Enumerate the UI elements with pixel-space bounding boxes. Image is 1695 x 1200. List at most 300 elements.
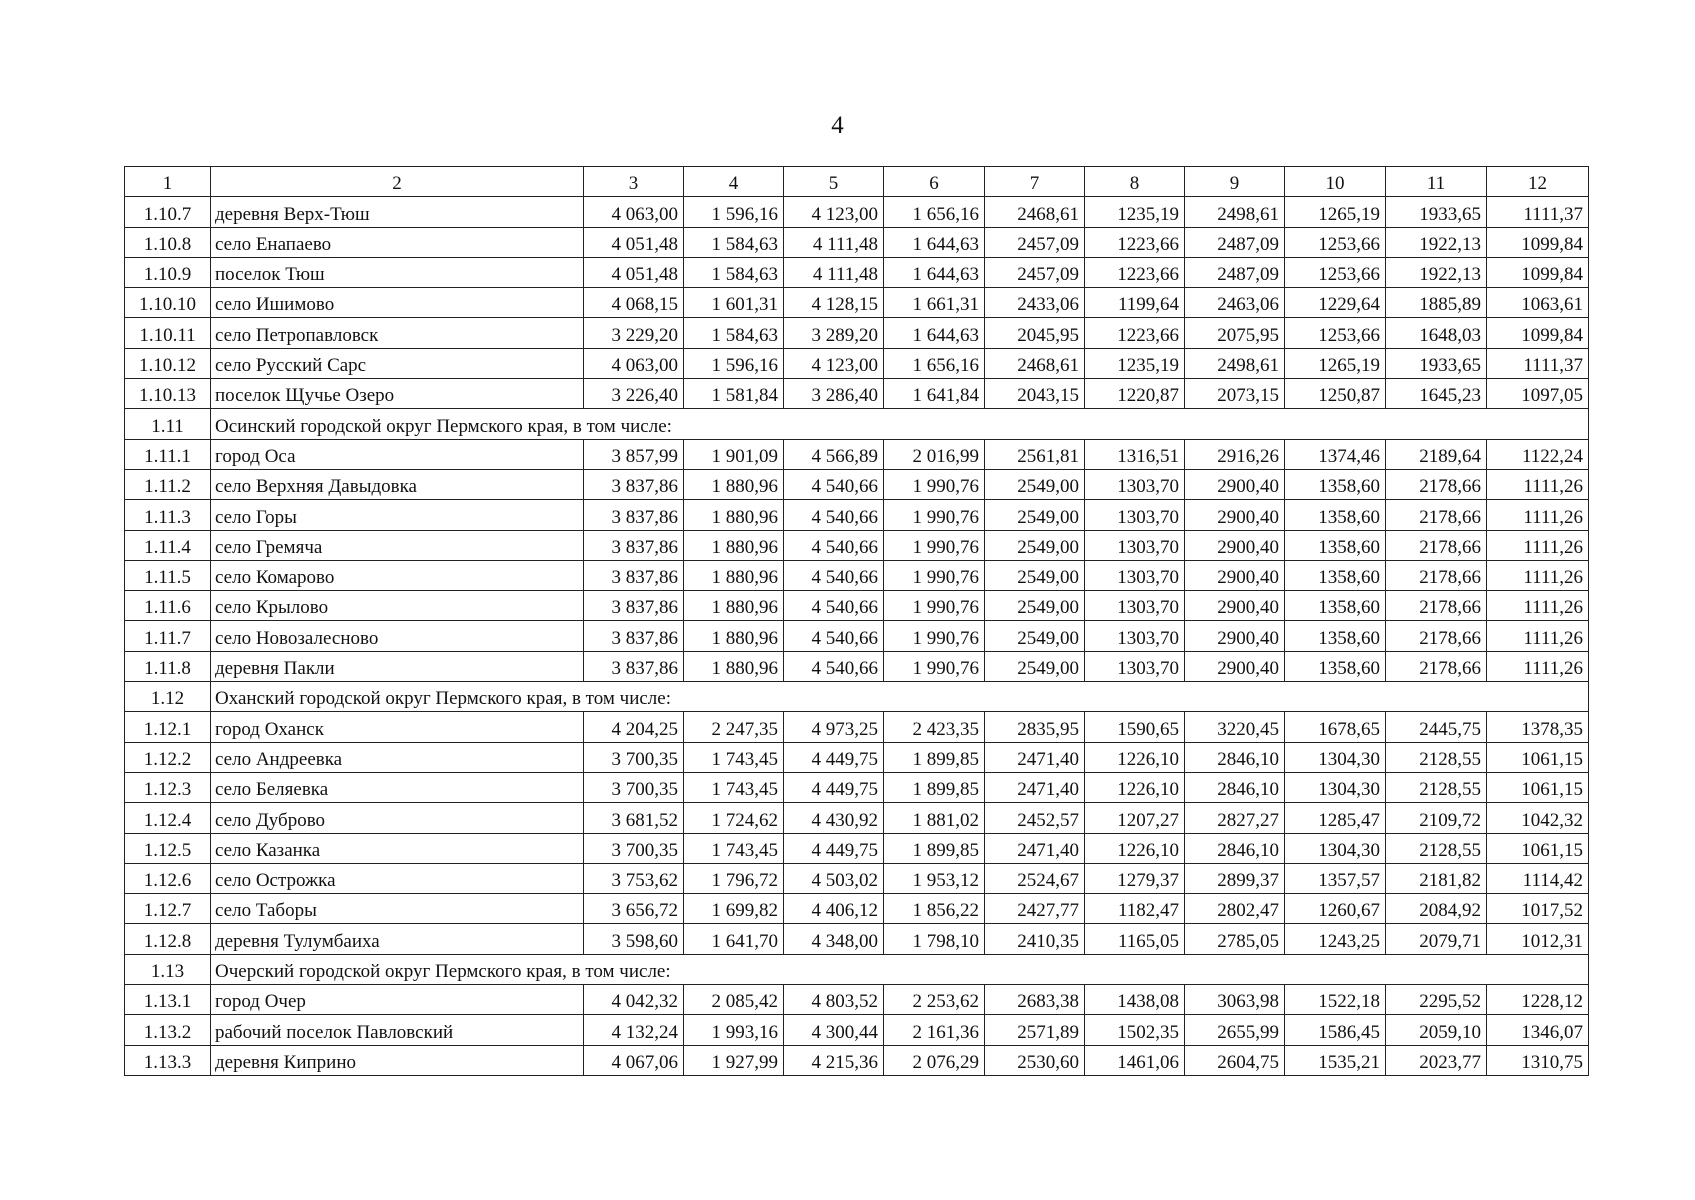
value-cell: 1097,05	[1487, 379, 1589, 409]
value-cell: 1250,87	[1285, 379, 1386, 409]
value-cell: 1 641,84	[884, 379, 985, 409]
value-cell: 1 584,63	[684, 227, 784, 257]
value-cell: 2900,40	[1185, 500, 1285, 530]
value-cell: 2468,61	[985, 197, 1085, 227]
value-cell: 2178,66	[1386, 560, 1487, 590]
value-cell: 1438,08	[1085, 985, 1185, 1015]
settlement-name-cell: село Верхняя Давыдовка	[211, 469, 584, 499]
page-number: 4	[831, 112, 844, 139]
row-code-cell: 1.10.11	[125, 318, 211, 348]
table-row	[125, 257, 1589, 287]
value-cell: 2468,61	[985, 348, 1085, 378]
value-cell: 1586,45	[1285, 1015, 1386, 1045]
value-cell: 4 123,00	[784, 348, 884, 378]
value-cell: 1 596,16	[684, 348, 784, 378]
value-cell: 1648,03	[1386, 318, 1487, 348]
table-row	[125, 560, 1589, 590]
tariff-table-container	[124, 166, 1588, 1076]
value-cell: 3 226,40	[584, 379, 684, 409]
value-cell: 4 063,00	[584, 197, 684, 227]
settlement-name-cell: село Петропавловск	[211, 318, 584, 348]
value-cell: 1310,75	[1487, 1045, 1589, 1075]
value-cell: 3063,98	[1185, 985, 1285, 1015]
settlement-name-cell: село Енапаево	[211, 227, 584, 257]
value-cell: 2445,75	[1386, 712, 1487, 742]
value-cell: 1358,60	[1285, 500, 1386, 530]
row-code-cell: 1.10.7	[125, 197, 211, 227]
value-cell: 1 661,31	[884, 288, 985, 318]
row-code-cell: 1.11	[125, 409, 211, 439]
table-row	[125, 742, 1589, 772]
column-number-cell: 2	[211, 167, 584, 197]
value-cell: 1922,13	[1386, 257, 1487, 287]
row-code-cell: 1.11.8	[125, 651, 211, 681]
table-row	[125, 1015, 1589, 1045]
value-cell: 1111,26	[1487, 500, 1589, 530]
value-cell: 2549,00	[985, 651, 1085, 681]
settlement-name-cell: село Крылово	[211, 591, 584, 621]
row-code-cell: 1.12.6	[125, 863, 211, 893]
value-cell: 4 215,36	[784, 1045, 884, 1075]
value-cell: 3 753,62	[584, 863, 684, 893]
table-row	[125, 621, 1589, 651]
value-cell: 1017,52	[1487, 894, 1589, 924]
value-cell: 1522,18	[1285, 985, 1386, 1015]
settlement-name-cell: деревня Киприно	[211, 1045, 584, 1075]
value-cell: 1 881,02	[884, 803, 985, 833]
table-row	[125, 924, 1589, 954]
value-cell: 1243,25	[1285, 924, 1386, 954]
value-cell: 1303,70	[1085, 560, 1185, 590]
row-code-cell: 1.11.6	[125, 591, 211, 621]
value-cell: 2549,00	[985, 621, 1085, 651]
value-cell: 2427,77	[985, 894, 1085, 924]
value-cell: 1461,06	[1085, 1045, 1185, 1075]
settlement-name-cell: село Таборы	[211, 894, 584, 924]
value-cell: 1 644,63	[884, 257, 985, 287]
value-cell: 1228,12	[1487, 985, 1589, 1015]
settlement-name-cell: деревня Тулумбаиха	[211, 924, 584, 954]
row-code-cell: 1.12.4	[125, 803, 211, 833]
value-cell: 4 067,06	[584, 1045, 684, 1075]
value-cell: 1207,27	[1085, 803, 1185, 833]
value-cell: 2 423,35	[884, 712, 985, 742]
value-cell: 2524,67	[985, 863, 1085, 893]
row-code-cell: 1.11.2	[125, 469, 211, 499]
value-cell: 2549,00	[985, 560, 1085, 590]
value-cell: 1265,19	[1285, 197, 1386, 227]
value-cell: 2561,81	[985, 439, 1085, 469]
value-cell: 4 803,52	[784, 985, 884, 1015]
value-cell: 2530,60	[985, 1045, 1085, 1075]
value-cell: 1099,84	[1487, 257, 1589, 287]
value-cell: 4 540,66	[784, 621, 884, 651]
table-row	[125, 833, 1589, 863]
table-row	[125, 227, 1589, 257]
value-cell: 1933,65	[1386, 197, 1487, 227]
value-cell: 1 856,22	[884, 894, 985, 924]
value-cell: 1374,46	[1285, 439, 1386, 469]
row-code-cell: 1.13	[125, 954, 211, 984]
value-cell: 1061,15	[1487, 833, 1589, 863]
value-cell: 2785,05	[1185, 924, 1285, 954]
value-cell: 1 990,76	[884, 621, 985, 651]
value-cell: 2073,15	[1185, 379, 1285, 409]
value-cell: 1 993,16	[684, 1015, 784, 1045]
value-cell: 4 449,75	[784, 833, 884, 863]
value-cell: 1 990,76	[884, 469, 985, 499]
value-cell: 2471,40	[985, 772, 1085, 802]
value-cell: 4 540,66	[784, 651, 884, 681]
value-cell: 1111,37	[1487, 348, 1589, 378]
table-row	[125, 651, 1589, 681]
group-header-row	[125, 682, 1589, 712]
value-cell: 1316,51	[1085, 439, 1185, 469]
value-cell: 4 111,48	[784, 257, 884, 287]
table-row	[125, 1045, 1589, 1075]
value-cell: 4 204,25	[584, 712, 684, 742]
value-cell: 1253,66	[1285, 318, 1386, 348]
value-cell: 1165,05	[1085, 924, 1185, 954]
value-cell: 1303,70	[1085, 469, 1185, 499]
table-row	[125, 712, 1589, 742]
value-cell: 1303,70	[1085, 500, 1185, 530]
settlement-name-cell: деревня Пакли	[211, 651, 584, 681]
value-cell: 1 880,96	[684, 530, 784, 560]
value-cell: 2178,66	[1386, 621, 1487, 651]
value-cell: 1122,24	[1487, 439, 1589, 469]
row-code-cell: 1.12.7	[125, 894, 211, 924]
value-cell: 3 837,86	[584, 651, 684, 681]
column-number-cell: 11	[1386, 167, 1487, 197]
value-cell: 3 837,86	[584, 530, 684, 560]
value-cell: 1 880,96	[684, 651, 784, 681]
value-cell: 4 063,00	[584, 348, 684, 378]
value-cell: 1235,19	[1085, 197, 1185, 227]
value-cell: 4 449,75	[784, 742, 884, 772]
value-cell: 1235,19	[1085, 348, 1185, 378]
value-cell: 1226,10	[1085, 772, 1185, 802]
value-cell: 3 837,86	[584, 560, 684, 590]
value-cell: 2178,66	[1386, 530, 1487, 560]
row-code-cell: 1.12.5	[125, 833, 211, 863]
value-cell: 2 247,35	[684, 712, 784, 742]
settlement-name-cell: поселок Щучье Озеро	[211, 379, 584, 409]
column-number-cell: 4	[684, 167, 784, 197]
value-cell: 2846,10	[1185, 833, 1285, 863]
value-cell: 4 132,24	[584, 1015, 684, 1045]
value-cell: 2189,64	[1386, 439, 1487, 469]
table-row	[125, 894, 1589, 924]
value-cell: 4 540,66	[784, 560, 884, 590]
value-cell: 2 076,29	[884, 1045, 985, 1075]
settlement-name-cell: село Горы	[211, 500, 584, 530]
value-cell: 2178,66	[1386, 469, 1487, 499]
column-number-cell: 9	[1185, 167, 1285, 197]
row-code-cell: 1.11.4	[125, 530, 211, 560]
value-cell: 2128,55	[1386, 742, 1487, 772]
value-cell: 1223,66	[1085, 318, 1185, 348]
row-code-cell: 1.10.12	[125, 348, 211, 378]
value-cell: 2846,10	[1185, 742, 1285, 772]
value-cell: 1304,30	[1285, 833, 1386, 863]
value-cell: 2457,09	[985, 257, 1085, 287]
value-cell: 1 990,76	[884, 591, 985, 621]
value-cell: 2045,95	[985, 318, 1085, 348]
value-cell: 4 540,66	[784, 500, 884, 530]
value-cell: 1922,13	[1386, 227, 1487, 257]
value-cell: 1253,66	[1285, 257, 1386, 287]
value-cell: 1885,89	[1386, 288, 1487, 318]
settlement-name-cell: поселок Тюш	[211, 257, 584, 287]
value-cell: 4 430,92	[784, 803, 884, 833]
value-cell: 2084,92	[1386, 894, 1487, 924]
value-cell: 4 449,75	[784, 772, 884, 802]
value-cell: 2487,09	[1185, 257, 1285, 287]
value-cell: 3 857,99	[584, 439, 684, 469]
group-header-row	[125, 409, 1589, 439]
value-cell: 2835,95	[985, 712, 1085, 742]
value-cell: 1 901,09	[684, 439, 784, 469]
row-code-cell: 1.11.3	[125, 500, 211, 530]
row-code-cell: 1.10.13	[125, 379, 211, 409]
row-code-cell: 1.12	[125, 682, 211, 712]
value-cell: 1 724,62	[684, 803, 784, 833]
row-code-cell: 1.10.9	[125, 257, 211, 287]
value-cell: 1 743,45	[684, 833, 784, 863]
value-cell: 1223,66	[1085, 227, 1185, 257]
value-cell: 1285,47	[1285, 803, 1386, 833]
group-title-cell: Оханский городской округ Пермского края, в том числе:	[211, 682, 1589, 712]
group-title-cell: Осинский городской округ Пермского края, в том числе:	[211, 409, 1589, 439]
value-cell: 1933,65	[1386, 348, 1487, 378]
value-cell: 1063,61	[1487, 288, 1589, 318]
settlement-name-cell: село Гремяча	[211, 530, 584, 560]
row-code-cell: 1.13.1	[125, 985, 211, 1015]
value-cell: 3 837,86	[584, 469, 684, 499]
value-cell: 1111,26	[1487, 530, 1589, 560]
value-cell: 2 253,62	[884, 985, 985, 1015]
value-cell: 4 123,00	[784, 197, 884, 227]
value-cell: 2498,61	[1185, 197, 1285, 227]
value-cell: 2487,09	[1185, 227, 1285, 257]
settlement-name-cell: село Русский Сарс	[211, 348, 584, 378]
value-cell: 1 656,16	[884, 348, 985, 378]
value-cell: 1 641,70	[684, 924, 784, 954]
value-cell: 1111,26	[1487, 621, 1589, 651]
value-cell: 1 990,76	[884, 530, 985, 560]
value-cell: 2109,72	[1386, 803, 1487, 833]
row-code-cell: 1.10.10	[125, 288, 211, 318]
value-cell: 4 973,25	[784, 712, 884, 742]
settlement-name-cell: деревня Верх-Тюш	[211, 197, 584, 227]
value-cell: 2295,52	[1386, 985, 1487, 1015]
value-cell: 1303,70	[1085, 530, 1185, 560]
value-cell: 1 601,31	[684, 288, 784, 318]
value-cell: 4 068,15	[584, 288, 684, 318]
value-cell: 3 837,86	[584, 591, 684, 621]
value-cell: 1 880,96	[684, 560, 784, 590]
value-cell: 1253,66	[1285, 227, 1386, 257]
row-code-cell: 1.11.5	[125, 560, 211, 590]
value-cell: 2549,00	[985, 500, 1085, 530]
group-header-row	[125, 954, 1589, 984]
value-cell: 2916,26	[1185, 439, 1285, 469]
value-cell: 4 300,44	[784, 1015, 884, 1045]
value-cell: 4 503,02	[784, 863, 884, 893]
value-cell: 1012,31	[1487, 924, 1589, 954]
value-cell: 2900,40	[1185, 469, 1285, 499]
value-cell: 1279,37	[1085, 863, 1185, 893]
table-row	[125, 197, 1589, 227]
value-cell: 2549,00	[985, 530, 1085, 560]
value-cell: 2 085,42	[684, 985, 784, 1015]
value-cell: 1645,23	[1386, 379, 1487, 409]
value-cell: 4 128,15	[784, 288, 884, 318]
value-cell: 1099,84	[1487, 227, 1589, 257]
value-cell: 1 656,16	[884, 197, 985, 227]
settlement-name-cell: село Острожка	[211, 863, 584, 893]
value-cell: 1 584,63	[684, 257, 784, 287]
value-cell: 2846,10	[1185, 772, 1285, 802]
value-cell: 1 596,16	[684, 197, 784, 227]
value-cell: 1358,60	[1285, 651, 1386, 681]
value-cell: 1061,15	[1487, 742, 1589, 772]
value-cell: 4 406,12	[784, 894, 884, 924]
value-cell: 1 699,82	[684, 894, 784, 924]
row-code-cell: 1.10.8	[125, 227, 211, 257]
value-cell: 3 286,40	[784, 379, 884, 409]
value-cell: 1357,57	[1285, 863, 1386, 893]
value-cell: 1304,30	[1285, 742, 1386, 772]
table-row	[125, 348, 1589, 378]
value-cell: 1 743,45	[684, 772, 784, 802]
row-code-cell: 1.11.1	[125, 439, 211, 469]
value-cell: 2023,77	[1386, 1045, 1487, 1075]
value-cell: 2452,57	[985, 803, 1085, 833]
value-cell: 1111,26	[1487, 469, 1589, 499]
value-cell: 2075,95	[1185, 318, 1285, 348]
value-cell: 1303,70	[1085, 621, 1185, 651]
table-row	[125, 530, 1589, 560]
value-cell: 1 899,85	[884, 833, 985, 863]
value-cell: 2457,09	[985, 227, 1085, 257]
value-cell: 2178,66	[1386, 651, 1487, 681]
value-cell: 4 111,48	[784, 227, 884, 257]
value-cell: 4 566,89	[784, 439, 884, 469]
value-cell: 2178,66	[1386, 591, 1487, 621]
value-cell: 2899,37	[1185, 863, 1285, 893]
value-cell: 2410,35	[985, 924, 1085, 954]
settlement-name-cell: город Очер	[211, 985, 584, 1015]
value-cell: 2059,10	[1386, 1015, 1487, 1045]
table-row	[125, 863, 1589, 893]
settlement-name-cell: село Дуброво	[211, 803, 584, 833]
value-cell: 4 540,66	[784, 530, 884, 560]
value-cell: 1199,64	[1085, 288, 1185, 318]
value-cell: 1378,35	[1487, 712, 1589, 742]
value-cell: 3 700,35	[584, 833, 684, 863]
column-number-cell: 5	[784, 167, 884, 197]
value-cell: 3 229,20	[584, 318, 684, 348]
table-row	[125, 772, 1589, 802]
value-cell: 1223,66	[1085, 257, 1185, 287]
value-cell: 3 656,72	[584, 894, 684, 924]
value-cell: 2549,00	[985, 469, 1085, 499]
value-cell: 1358,60	[1285, 560, 1386, 590]
settlement-name-cell: село Беляевка	[211, 772, 584, 802]
value-cell: 2802,47	[1185, 894, 1285, 924]
value-cell: 2043,15	[985, 379, 1085, 409]
value-cell: 4 042,32	[584, 985, 684, 1015]
value-cell: 1 796,72	[684, 863, 784, 893]
row-code-cell: 1.12.1	[125, 712, 211, 742]
value-cell: 2549,00	[985, 591, 1085, 621]
column-number-cell: 6	[884, 167, 985, 197]
value-cell: 3 837,86	[584, 500, 684, 530]
value-cell: 1678,65	[1285, 712, 1386, 742]
value-cell: 1 990,76	[884, 560, 985, 590]
table-body	[125, 167, 1589, 1076]
value-cell: 1182,47	[1085, 894, 1185, 924]
column-number-cell: 12	[1487, 167, 1589, 197]
value-cell: 1 990,76	[884, 651, 985, 681]
value-cell: 1265,19	[1285, 348, 1386, 378]
value-cell: 2181,82	[1386, 863, 1487, 893]
value-cell: 1502,35	[1085, 1015, 1185, 1045]
value-cell: 1303,70	[1085, 591, 1185, 621]
value-cell: 1 644,63	[884, 318, 985, 348]
value-cell: 4 540,66	[784, 591, 884, 621]
value-cell: 2571,89	[985, 1015, 1085, 1045]
value-cell: 2900,40	[1185, 621, 1285, 651]
value-cell: 4 540,66	[784, 469, 884, 499]
table-row	[125, 591, 1589, 621]
row-code-cell: 1.12.3	[125, 772, 211, 802]
row-code-cell: 1.13.2	[125, 1015, 211, 1045]
value-cell: 2900,40	[1185, 591, 1285, 621]
settlement-name-cell: село Ишимово	[211, 288, 584, 318]
value-cell: 1111,26	[1487, 560, 1589, 590]
value-cell: 1 899,85	[884, 772, 985, 802]
table-row	[125, 379, 1589, 409]
value-cell: 2079,71	[1386, 924, 1487, 954]
settlement-name-cell: город Оханск	[211, 712, 584, 742]
group-title-cell: Очерский городской округ Пермского края, в том числе:	[211, 954, 1589, 984]
value-cell: 1358,60	[1285, 591, 1386, 621]
value-cell: 2900,40	[1185, 530, 1285, 560]
value-cell: 2 016,99	[884, 439, 985, 469]
table-row	[125, 288, 1589, 318]
value-cell: 3 700,35	[584, 772, 684, 802]
value-cell: 3 681,52	[584, 803, 684, 833]
settlement-name-cell: село Новозалесново	[211, 621, 584, 651]
value-cell: 1 953,12	[884, 863, 985, 893]
value-cell: 2498,61	[1185, 348, 1285, 378]
value-cell: 3 598,60	[584, 924, 684, 954]
value-cell: 2827,27	[1185, 803, 1285, 833]
value-cell: 1358,60	[1285, 621, 1386, 651]
value-cell: 1229,64	[1285, 288, 1386, 318]
value-cell: 1 899,85	[884, 742, 985, 772]
value-cell: 2471,40	[985, 833, 1085, 863]
value-cell: 1303,70	[1085, 651, 1185, 681]
column-number-cell: 1	[125, 167, 211, 197]
value-cell: 1 798,10	[884, 924, 985, 954]
value-cell: 1114,42	[1487, 863, 1589, 893]
column-number-cell: 7	[985, 167, 1085, 197]
value-cell: 1 743,45	[684, 742, 784, 772]
